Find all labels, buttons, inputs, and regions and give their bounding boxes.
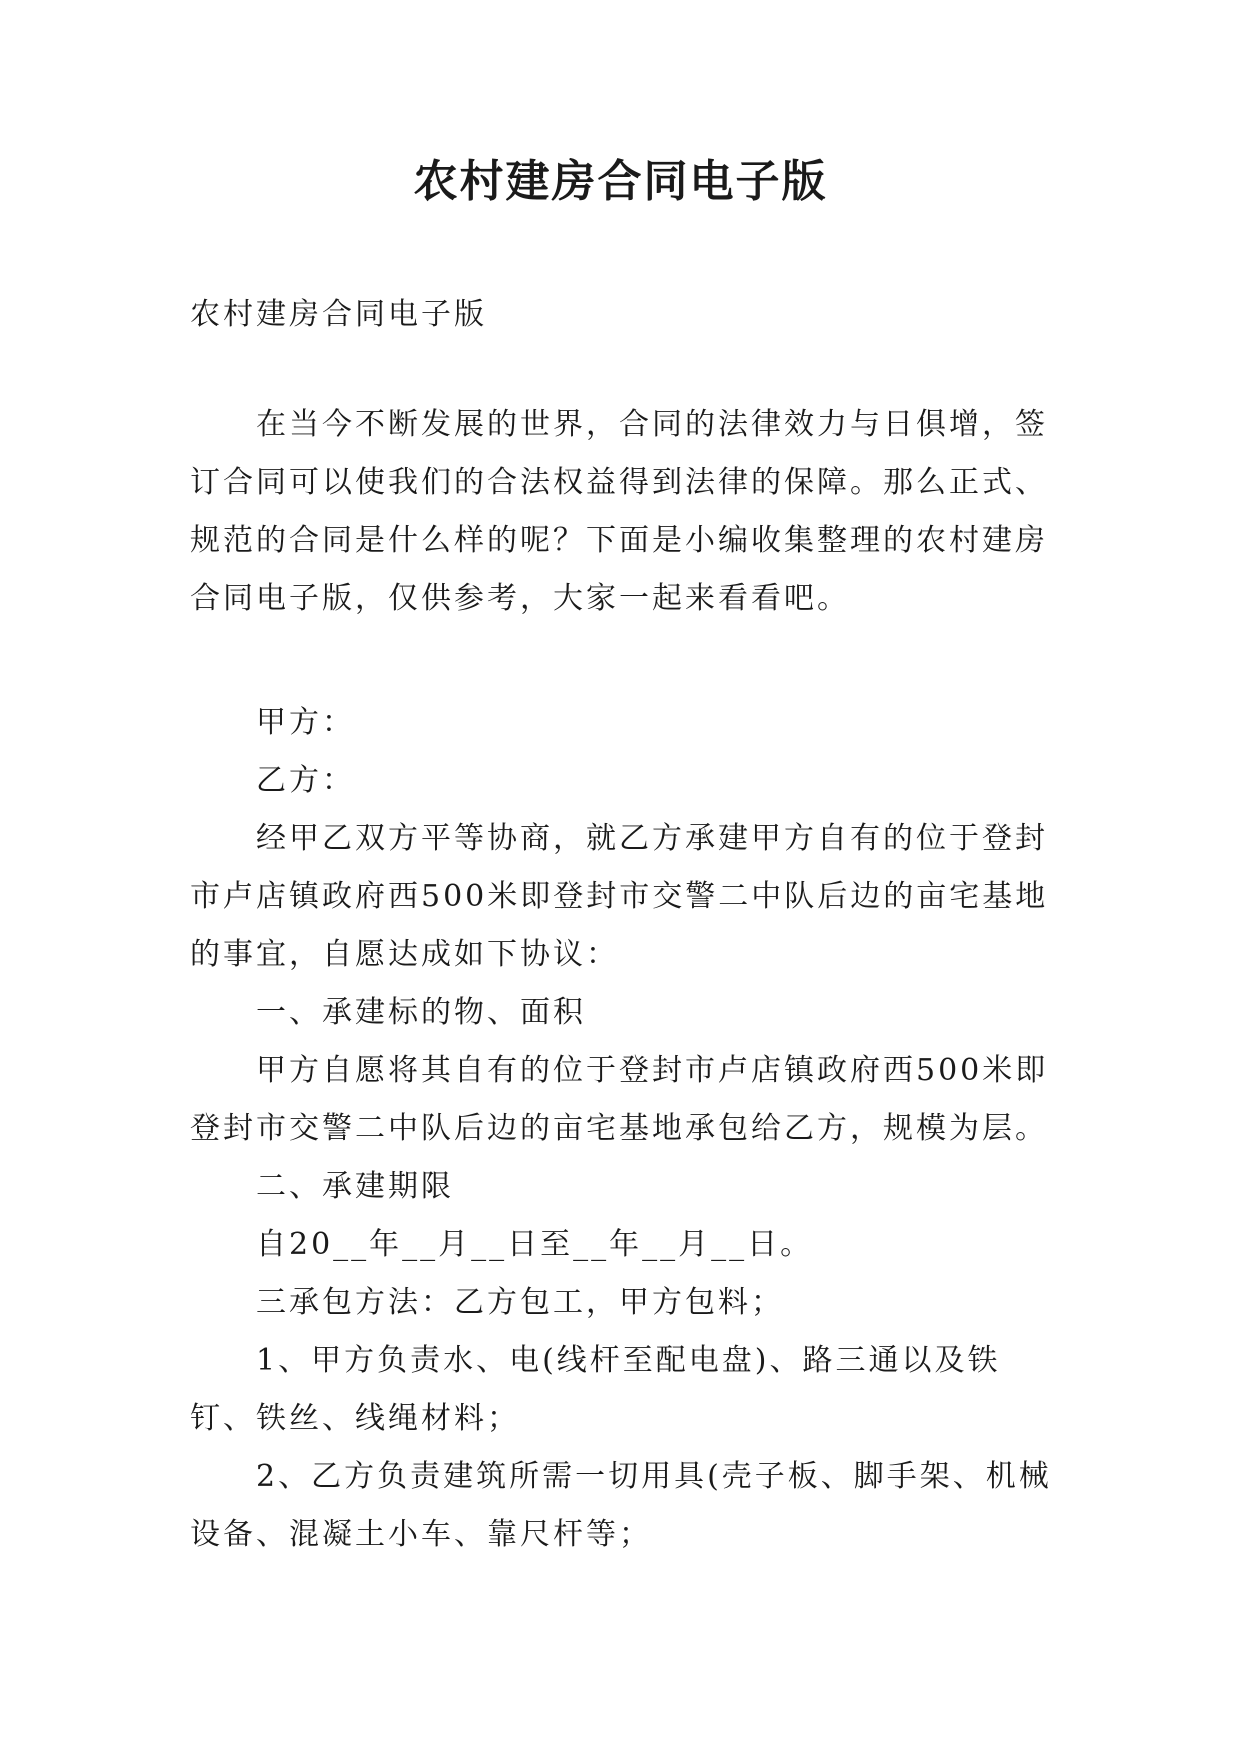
section-paragraph: 甲方自愿将其自有的位于登封市卢店镇政府西500米即登封市交警二中队后边的亩宅基地承包给乙方，规模为层。 [190,1053,1049,1146]
clause-item: 2、乙方负责建筑所需一切用具(壳子板、脚手架、机械设备、混凝土小车、靠尺杆等； [190,1459,1052,1552]
party-b-line: 乙方： [256,763,355,798]
agreement-preamble: 经甲乙双方平等协商，就乙方承建甲方自有的位于登封市卢店镇政府西500米即登封市交警二中队后边的亩宅基地的事宜，自愿达成如下协议： [190,821,1049,972]
document-title: 农村建房合同电子版 [413,156,828,207]
party-a-line: 甲方： [256,705,355,740]
section-heading: 三承包方法：乙方包工，甲方包料； [256,1285,784,1320]
spacer [190,628,1062,694]
clause-item: 1、甲方负责水、电(线杆至配电盘)、路三通以及铁钉、铁丝、线绳材料； [190,1343,1001,1436]
section-heading: 二、承建期限 [256,1169,454,1204]
section-heading: 一、承建标的物、面积 [256,995,586,1030]
section-paragraph: 自20__年__月__日至__年__月__日。 [256,1227,814,1262]
document-body [190,286,1062,1564]
document-subtitle: 农村建房合同电子版 [190,297,487,332]
spacer [190,344,1062,396]
intro-paragraph: 在当今不断发展的世界，合同的法律效力与日俱增，签订合同可以使我们的合法权益得到法律的保障。那么正式、规范的合同是什么样的呢？下面是小编收集整理的农村建房合同电子版，仅供参考，大家一起来看看吧。 [190,407,1048,616]
